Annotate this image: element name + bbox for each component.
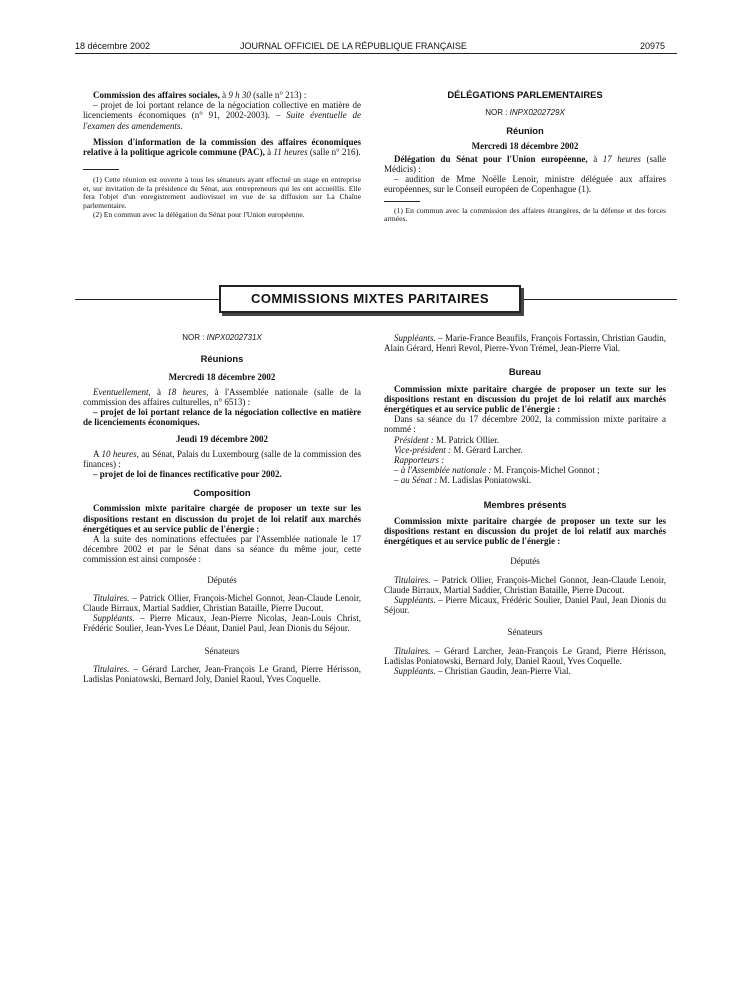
membres-senateurs-suppleants: Suppléants. – Christian Gaudin, Jean-Pierre Vial. — [394, 666, 571, 677]
deputes-suppleants: Suppléants. – Pierre Micaux, Jean-Pierre Nicolas, Jean-Louis Christ, Frédéric Soulier, Jean-Yves Le Déaut, Daniel Paul, Jean Dionis du Séjour. — [83, 613, 361, 634]
membres-presents-heading: Membres présents — [483, 498, 567, 510]
eventuellement-paragraph: Eventuellement, à 18 heures, à l'Assemblée nationale (salle de la commission des affaires culturelles, n° 6513) : — [83, 386, 361, 407]
header-rule — [75, 53, 677, 54]
membres-senateurs-heading: Sénateurs — [507, 627, 543, 638]
delegations-date: Mercredi 18 décembre 2002 — [471, 140, 579, 151]
pac-mission-title: Mission d'information de la commission des affaires économiques relative à la politique agricole commune (PAC), — [83, 136, 361, 158]
composition-heading: Composition — [193, 487, 251, 499]
delegation-item: – audition de Mme Noëlle Lenoir, ministre déléguée aux affaires européennes, sur le Conseil européen de Copenhague (1). — [384, 174, 666, 195]
lower-right-column — [384, 333, 666, 676]
reunion-heading: Réunion — [506, 125, 544, 137]
bureau-rapporteur-an: – à l'Assemblée nationale : M. François-Michel Gonnot ; — [394, 465, 600, 476]
footnote-1: (1) Cette réunion est ouverte à tous les sénateurs ayant effectué un stage en entreprise et, sur invitation de la présidence du Sénat, aux entrepreneurs qui les ont accueillis. Elle fera l'objet d'un enregistrement audiovisuel en vue de sa diffusion sur La Chaîne parlementaire. — [83, 175, 361, 210]
membres-deputes-titulaires: Titulaires. – Patrick Ollier, François-Michel Gonnot, Jean-Claude Lenoir, Claude Birraux, Martial Saddier, Christian Bataille, Pierre Ducout. — [384, 574, 666, 595]
composition-cmp-title: Commission mixte paritaire chargée de proposer un texte sur les dispositions restant en discussion du projet de loi relatif aux marchés énergétiques et au service public de l'énergie : — [83, 503, 361, 534]
header-date: 18 décembre 2002 — [75, 41, 151, 51]
footnote-separator — [384, 201, 420, 202]
footnote-1-right: (1) En commun avec la commission des affaires étrangères, de la défense et des forces armées. — [384, 205, 666, 224]
lower-left-column — [83, 333, 361, 684]
eventuellement-item: – projet de loi portant relance de la négociation collective en matière de licenciements économiques. — [83, 407, 361, 428]
footnote-2: (2) En commun avec la délégation du Sénat pour l'Union européenne. — [93, 209, 305, 219]
date-thursday: Jeudi 19 décembre 2002 — [175, 434, 269, 445]
membres-senateurs-titulaires: Titulaires. – Gérard Larcher, Jean-François Le Grand, Pierre Hérisson, Ladislas Poniatowski, Bernard Joly, Daniel Raoul, Yves Coquelle. — [384, 645, 666, 666]
pac-mission-paragraph: Mission d'information de la commission des affaires économiques relative à la politique agricole commune (PAC), à 11 heures (salle n° 216). — [83, 136, 361, 158]
reunions-heading: Réunions — [200, 353, 244, 365]
membres-deputes-heading: Députés — [510, 556, 540, 567]
header-page-number: 20975 — [640, 41, 666, 51]
thursday-paragraph: A 10 heures, au Sénat, Palais du Luxembourg (salle de la commission des finances) : — [83, 448, 361, 469]
membres-cmp-title: Commission mixte paritaire chargée de proposer un texte sur les dispositions restant en discussion du projet de loi relatif aux marchés énergétiques et au service public de l'énergie : — [384, 515, 666, 547]
senateurs-titulaires: Titulaires. – Gérard Larcher, Jean-François Le Grand, Pierre Hérisson, Ladislas Poniatowski, Bernard Joly, Daniel Raoul, Yves Coquelle. — [83, 663, 361, 685]
nor-reference-1: NOR : INPX0202729X — [485, 108, 565, 118]
deputes-heading: Députés — [207, 574, 237, 585]
bureau-heading: Bureau — [508, 366, 542, 378]
date-wednesday: Mercredi 18 décembre 2002 — [168, 372, 276, 383]
social-affairs-title: Commission des affaires sociales, — [93, 90, 220, 100]
nor-reference-2: NOR : INPX0202731X — [182, 333, 262, 342]
bureau-president: Président : M. Patrick Ollier. — [394, 434, 499, 445]
banner-rule-right — [520, 299, 677, 300]
banner-rule-left — [75, 299, 219, 300]
bureau-text: Dans sa séance du 17 décembre 2002, la commission mixte paritaire a nommé : — [384, 414, 666, 435]
senateurs-suppleants: Suppléants. – Marie-France Beaufils, François Fortassin, Christian Gaudin, Alain Gérard, Henri Revol, Pierre-Yvon Trémel, Jean-Pierre Vial. — [384, 333, 666, 354]
commissions-mixtes-banner: COMMISSIONS MIXTES PARITAIRES — [219, 285, 521, 313]
social-affairs-time: 9 h 30 — [228, 90, 251, 100]
thursday-item: – projet de loi de finances rectificative pour 2002. — [93, 469, 282, 480]
delegations-heading: DÉLÉGATIONS PARLEMENTAIRES — [447, 89, 603, 100]
membres-deputes-suppleants: Suppléants. – Pierre Micaux, Frédéric Soulier, Daniel Paul, Jean Dionis du Séjour. — [384, 595, 666, 616]
header-journal-title: JOURNAL OFFICIEL DE LA RÉPUBLIQUE FRANÇAISE — [240, 41, 467, 51]
deputes-titulaires: Titulaires. – Patrick Ollier, François-Michel Gonnot, Jean-Claude Lenoir, Claude Birraux, Martial Saddier, Christian Bataille, Pierre Ducout. — [83, 592, 361, 614]
bureau-vice-president: Vice-président : M. Gérard Larcher. — [394, 444, 523, 455]
top-right-block — [384, 90, 666, 224]
bureau-cmp-title: Commission mixte paritaire chargée de proposer un texte sur les dispositions restant en discussion du projet de loi relatif aux marchés énergétiques et au service public de l'énergie : — [384, 383, 666, 415]
delegation-paragraph: Délégation du Sénat pour l'Union européenne, à 17 heures (salle Médicis) : — [384, 153, 666, 175]
footnote-separator — [83, 169, 119, 170]
top-left-block — [83, 90, 361, 219]
senateurs-heading: Sénateurs — [204, 645, 240, 656]
social-affairs-paragraph: Commission des affaires sociales, à 9 h 30 (salle n° 213) : — [93, 90, 307, 100]
bureau-rapporteurs-label: Rapporteurs : — [394, 455, 445, 466]
social-affairs-item: – projet de loi portant relance de la négociation collective en matière de licenciements économiques (n° 91, 2002-2003). – Suite éventuelle de l'examen des amendements. — [83, 100, 362, 131]
bureau-rapporteur-senat: – au Sénat : M. Ladislas Poniatowski. — [394, 475, 531, 486]
composition-text: A la suite des nominations effectuées par l'Assemblée nationale le 17 décembre 2002 et par le Sénat dans sa séance du même jour, cette commission est ainsi composée : — [83, 534, 361, 565]
